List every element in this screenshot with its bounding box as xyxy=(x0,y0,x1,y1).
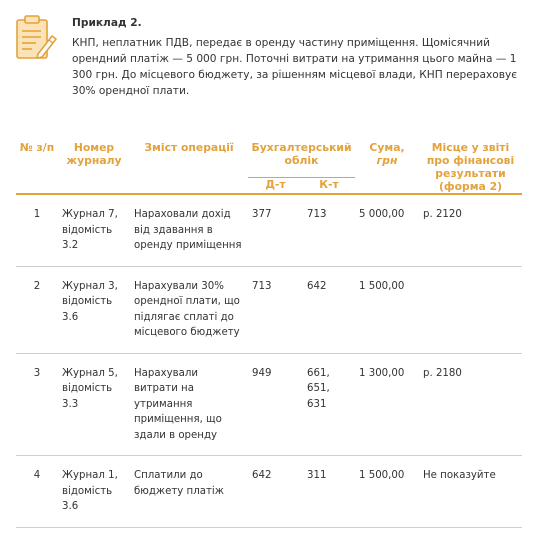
table-row xyxy=(16,353,522,456)
cell-journal: Журнал 1, відомість 3.6 xyxy=(58,456,130,528)
example-title: Приклад 2. xyxy=(72,17,142,29)
header-sum xyxy=(355,141,419,194)
cell-journal: Журнал 5, відомість 3.3 xyxy=(58,353,130,456)
cell-sum: 5 000,00 xyxy=(355,194,419,266)
table-row xyxy=(16,456,522,528)
cell-debit: 949 xyxy=(248,353,303,456)
header-journal: Номер журналу xyxy=(58,141,130,194)
header-credit: К-т xyxy=(303,178,355,194)
cell-place: р. 2180 xyxy=(419,353,522,456)
operations-table xyxy=(16,141,522,528)
cell-content: Нарахували 30% орендної плати, що підлягає сплаті до місцевого бюджету xyxy=(130,266,248,353)
cell-place xyxy=(419,266,522,353)
cell-num: 4 xyxy=(16,456,58,528)
cell-content: Нарахували витрати на утримання приміщення, що здали в оренду xyxy=(130,353,248,456)
table-row xyxy=(16,194,522,266)
cell-journal: Журнал 7, відомість 3.2 xyxy=(58,194,130,266)
header-place: Місце у звіті про фінансові результати (форма 2) xyxy=(419,141,522,194)
cell-num: 3 xyxy=(16,353,58,456)
header-debit: Д-т xyxy=(248,178,303,194)
cell-debit: 377 xyxy=(248,194,303,266)
cell-credit: 311 xyxy=(303,456,355,528)
cell-credit: 713 xyxy=(303,194,355,266)
cell-debit: 713 xyxy=(248,266,303,353)
example-text xyxy=(72,15,522,99)
example-body: КНП, неплатник ПДВ, передає в оренду частину приміщення. Щомісячний орендний платіж — 5 000 грн. Поточні витрати на утримання цього майна — 1 300 грн. До місцевого бюджету, за рішенням місцевої влади, КНП перераховує 30% орендної плати. xyxy=(72,37,518,97)
header-accounting: Бухгалтерський облік xyxy=(248,141,355,178)
cell-credit: 642 xyxy=(303,266,355,353)
cell-content: Нараховали дохід від здавання в оренду приміщення xyxy=(130,194,248,266)
cell-sum: 1 500,00 xyxy=(355,266,419,353)
header-sum-label: Сума, xyxy=(369,141,405,154)
cell-sum: 1 300,00 xyxy=(355,353,419,456)
cell-debit: 642 xyxy=(248,456,303,528)
clipboard-pencil-icon xyxy=(14,14,58,60)
cell-journal: Журнал 3, відомість 3.6 xyxy=(58,266,130,353)
cell-place: Не показуйте xyxy=(419,456,522,528)
cell-num: 2 xyxy=(16,266,58,353)
cell-content: Сплатили до бюджету платіж xyxy=(130,456,248,528)
cell-num: 1 xyxy=(16,194,58,266)
cell-place: р. 2120 xyxy=(419,194,522,266)
cell-credit: 661, 651, 631 xyxy=(303,353,355,456)
table-row xyxy=(16,266,522,353)
header-num: № з/п xyxy=(16,141,58,194)
cell-sum: 1 500,00 xyxy=(355,456,419,528)
header-sum-unit: грн xyxy=(376,154,398,167)
header-content: Зміст операції xyxy=(130,141,248,194)
